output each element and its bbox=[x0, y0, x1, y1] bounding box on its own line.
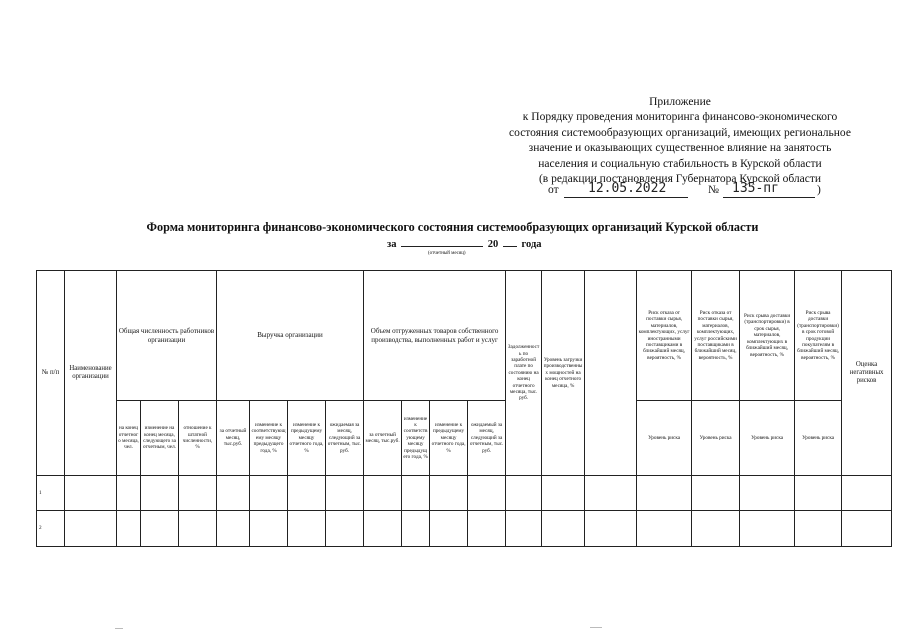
period-prefix: за bbox=[387, 239, 397, 250]
date-underline bbox=[564, 197, 688, 198]
resolution-reference bbox=[548, 182, 838, 200]
close-paren: ) bbox=[817, 184, 821, 196]
revenue-sub-header: ожидаемая за месяц, следующий за отчетным, тыс. руб. bbox=[326, 401, 364, 476]
table-cell bbox=[364, 511, 402, 547]
reporting-period bbox=[387, 237, 542, 250]
risk-level-label: Уровень риска bbox=[740, 401, 795, 476]
table-cell bbox=[468, 476, 506, 511]
scan-mark bbox=[115, 628, 123, 629]
table-row bbox=[37, 511, 892, 547]
wage-debt-header: Задолженность по заработной плате по состоянию на конец отчетного месяца, тыс. руб. bbox=[506, 271, 542, 476]
table-cell bbox=[288, 511, 326, 547]
table-cell bbox=[585, 511, 637, 547]
year-blank bbox=[503, 237, 517, 247]
table-cell bbox=[430, 476, 468, 511]
table-cell bbox=[250, 476, 288, 511]
risk-foreign-header: Риск отказа от поставки сырья, материалов, комплектующих, услуг иностранными поставщиками в ближайший месяц, вероятность, % bbox=[637, 271, 692, 401]
month-blank bbox=[401, 237, 483, 247]
table-row bbox=[37, 476, 892, 511]
table-cell bbox=[141, 476, 179, 511]
table-cell bbox=[326, 511, 364, 547]
table-cell bbox=[117, 476, 141, 511]
from-label: от bbox=[548, 184, 559, 196]
risk-level-label: Уровень риска bbox=[692, 401, 740, 476]
table-cell bbox=[740, 511, 795, 547]
revenue-sub-header: за отчетный месяц, тыс.руб. bbox=[217, 401, 250, 476]
table-cell bbox=[141, 511, 179, 547]
risk-level-label: Уровень риска bbox=[795, 401, 842, 476]
appendix-line: к Порядку проведения мониторинга финансово-экономического bbox=[522, 111, 838, 124]
table-cell bbox=[506, 511, 542, 547]
table-cell bbox=[402, 476, 430, 511]
appendix-title: Приложение bbox=[649, 96, 711, 108]
headcount-group-header: Общая численность работников организации bbox=[117, 271, 217, 401]
table-cell bbox=[65, 476, 117, 511]
period-note: (отчетный месяц) bbox=[428, 251, 466, 256]
appendix-line: состояния системообразующих организаций, имеющих региональное bbox=[509, 126, 851, 139]
revenue-sub-header: изменение к предыдущему месяцу отчетного года, % bbox=[288, 401, 326, 476]
resolution-date: 12.05.2022 bbox=[588, 181, 667, 196]
risk-domestic-header: Риск отказа от поставки сырья, материалов, комплектующих, услуг российскими поставщиками в ближайший месяц, вероятность, % bbox=[692, 271, 740, 401]
shipped-sub-header: изменение к соответствующему месяцу предыдущего года, % bbox=[402, 401, 430, 476]
table-cell bbox=[250, 511, 288, 547]
col-number-header: № п/п bbox=[37, 271, 65, 476]
number-underline bbox=[723, 197, 815, 198]
headcount-sub-header: на конец отчетного месяца, чел. bbox=[117, 401, 141, 476]
headcount-sub-header: отношение к штатной численности, % bbox=[179, 401, 217, 476]
table-cell bbox=[364, 476, 402, 511]
appendix-line: (в редакции постановления Губернатора Курской области bbox=[538, 173, 822, 186]
table-cell bbox=[179, 511, 217, 547]
table-cell bbox=[795, 476, 842, 511]
table-cell bbox=[288, 476, 326, 511]
table-cell bbox=[692, 511, 740, 547]
resolution-number: 135-пг bbox=[732, 181, 779, 196]
shipped-group-header: Объем отгруженных товаров собственного производства, выполненных работ и услуг bbox=[364, 271, 506, 401]
risk-level-label: Уровень риска bbox=[637, 401, 692, 476]
table-cell bbox=[506, 476, 542, 511]
shipped-sub-header: ожидаемый за месяц, следующий за отчетным, тыс. руб. bbox=[468, 401, 506, 476]
table-cell bbox=[637, 511, 692, 547]
appendix-line: значение и оказывающих существенное влияние на занятость bbox=[528, 142, 832, 155]
shipped-sub-header: за отчетный месяц, тыс.руб. bbox=[364, 401, 402, 476]
row-number: 2 bbox=[37, 511, 65, 547]
table-cell bbox=[430, 511, 468, 547]
year-prefix: 20 bbox=[487, 239, 499, 250]
monitoring-form-table bbox=[36, 270, 892, 547]
table-cell bbox=[326, 476, 364, 511]
table-cell bbox=[842, 511, 892, 547]
table-cell bbox=[842, 476, 892, 511]
table-cell bbox=[542, 511, 585, 547]
table-cell bbox=[402, 511, 430, 547]
table-cell bbox=[795, 511, 842, 547]
revenue-group-header: Выручка организации bbox=[217, 271, 364, 401]
assessment-header: Оценка негативных рисков bbox=[842, 271, 892, 476]
shipped-sub-header: изменение к предыдущему месяцу отчетного года, % bbox=[430, 401, 468, 476]
table-cell bbox=[217, 511, 250, 547]
headcount-sub-header: изменение на конец месяца, следующего за отчетным, чел. bbox=[141, 401, 179, 476]
table-cell bbox=[117, 511, 141, 547]
scan-mark bbox=[590, 627, 602, 628]
table-cell bbox=[179, 476, 217, 511]
table-cell bbox=[468, 511, 506, 547]
table-cell bbox=[740, 476, 795, 511]
period-suffix: года bbox=[521, 239, 542, 250]
empty-header bbox=[585, 271, 637, 476]
appendix-block bbox=[470, 95, 890, 187]
row-number: 1 bbox=[37, 476, 65, 511]
table-cell bbox=[217, 476, 250, 511]
table-cell bbox=[692, 476, 740, 511]
table-cell bbox=[637, 476, 692, 511]
col-name-header: Наименование организации bbox=[65, 271, 117, 476]
capacity-header: Уровень загрузки производственных мощностей на конец отчетного месяца, % bbox=[542, 271, 585, 476]
form-title: Форма мониторинга финансово-экономического состояния системообразующих организаций Курской области bbox=[146, 220, 759, 234]
number-label: № bbox=[708, 184, 719, 196]
appendix-line: населения и социальную стабильность в Курской области bbox=[538, 157, 822, 170]
risk-transport-in-header: Риск срыва доставки (транспортировки) в срок сырья, материалов, комплектующих в ближайший месяц, вероятность, % bbox=[740, 271, 795, 401]
risk-transport-out-header: Риск срыва доставки (транспортировки) в срок готовой продукции покупателям в ближайший месяц, вероятность, % bbox=[795, 271, 842, 401]
revenue-sub-header: изменение к соответствующему месяцу предыдущего года, % bbox=[250, 401, 288, 476]
table-cell bbox=[542, 476, 585, 511]
table-cell bbox=[585, 476, 637, 511]
table-cell bbox=[65, 511, 117, 547]
